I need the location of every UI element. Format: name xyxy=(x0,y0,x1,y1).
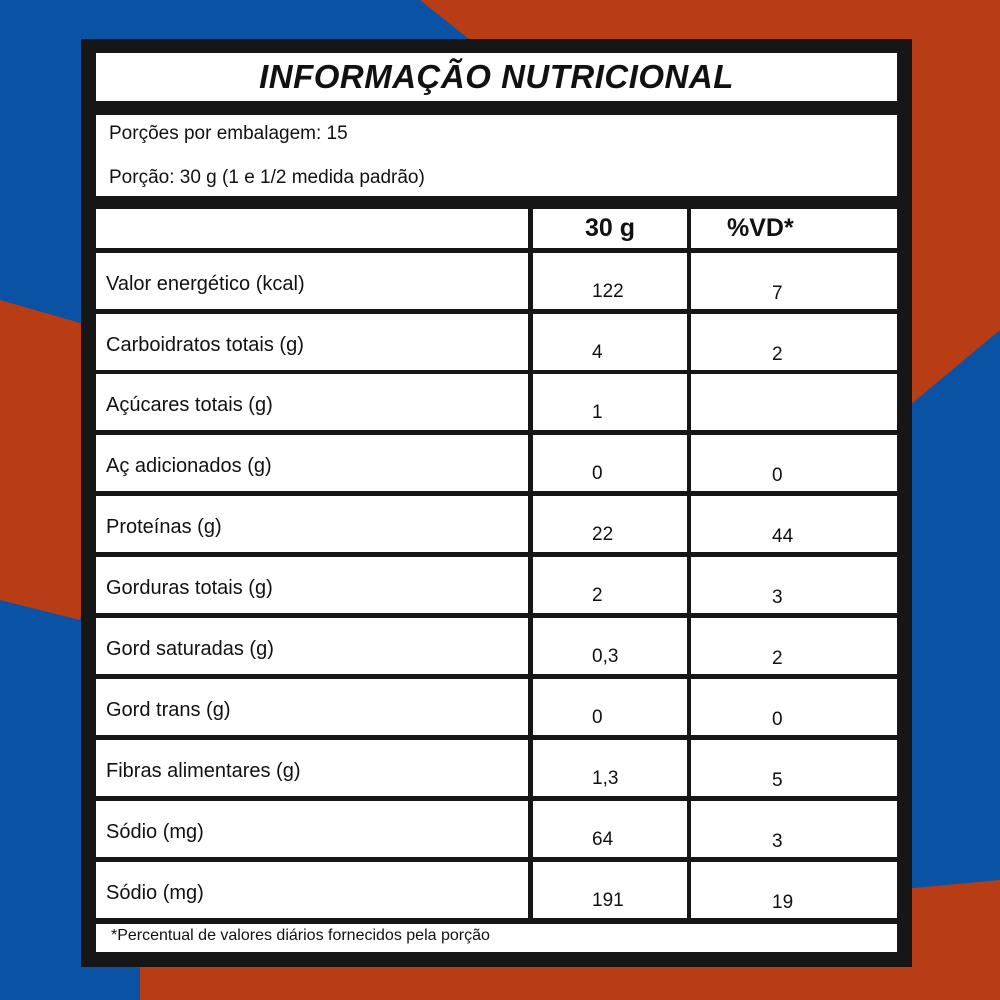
dv-value: 0 xyxy=(772,465,783,486)
amount-cell xyxy=(533,679,687,735)
dv-cell xyxy=(691,253,897,309)
amount-cell xyxy=(533,801,687,857)
nutrient-label: Açúcares totais (g) xyxy=(106,394,273,416)
nutrient-label: Sódio (mg) xyxy=(106,882,204,904)
amount-cell xyxy=(533,557,687,613)
dv-cell xyxy=(691,862,897,918)
dv-value: 44 xyxy=(772,526,794,547)
title-bar xyxy=(96,53,897,101)
amount-cell xyxy=(533,862,687,918)
dv-value: 7 xyxy=(772,283,783,304)
amount-value: 122 xyxy=(592,281,624,302)
nutrient-row-label-cell xyxy=(96,740,528,796)
label-title: INFORMAÇÃO NUTRICIONAL xyxy=(259,58,734,95)
dv-value: 2 xyxy=(772,344,783,365)
nutrient-row-label-cell xyxy=(96,496,528,552)
dv-cell xyxy=(691,618,897,674)
dv-cell xyxy=(691,679,897,735)
amount-value: 191 xyxy=(592,890,624,911)
dv-column-header xyxy=(691,209,897,248)
amount-cell xyxy=(533,435,687,491)
amount-value: 22 xyxy=(592,524,614,545)
nutrient-row-label-cell xyxy=(96,557,528,613)
dv-value: 3 xyxy=(772,831,783,852)
amount-value: 1 xyxy=(592,402,603,423)
nutrient-row-label-cell xyxy=(96,314,528,370)
dv-cell xyxy=(691,435,897,491)
servings-per-package: Porções por embalagem: 15 xyxy=(109,123,348,144)
dv-value: 3 xyxy=(772,587,783,608)
dv-header-label: %VD* xyxy=(727,214,794,242)
nutrient-label: Sódio (mg) xyxy=(106,821,204,843)
amount-cell xyxy=(533,618,687,674)
dv-cell xyxy=(691,557,897,613)
serving-size: Porção: 30 g (1 e 1/2 medida padrão) xyxy=(109,167,425,188)
footnote: *Percentual de valores diários fornecidos pela porção xyxy=(111,927,490,944)
nutrient-label: Proteínas (g) xyxy=(106,516,222,538)
nutrient-row-label-cell xyxy=(96,801,528,857)
dv-value: 5 xyxy=(772,770,783,791)
nutrient-row-label-cell xyxy=(96,253,528,309)
nutrient-label: Gord trans (g) xyxy=(106,699,231,721)
dv-value: 19 xyxy=(772,892,794,913)
amount-value: 4 xyxy=(592,342,603,363)
nutrient-row-label-cell xyxy=(96,435,528,491)
nutrient-label: Carboidratos totais (g) xyxy=(106,334,304,356)
amount-value: 0 xyxy=(592,463,603,484)
header-blank-cell xyxy=(96,209,528,248)
amount-header-label: 30 g xyxy=(584,214,636,242)
nutrient-label: Aç adicionados (g) xyxy=(106,455,272,477)
nutrient-label: Gorduras totais (g) xyxy=(106,577,273,599)
nutrient-row-label-cell xyxy=(96,618,528,674)
nutrient-label: Fibras alimentares (g) xyxy=(106,760,301,782)
dv-value: 2 xyxy=(772,648,783,669)
amount-column-header xyxy=(533,209,687,248)
amount-cell xyxy=(533,496,687,552)
amount-cell xyxy=(533,314,687,370)
nutrient-row-label-cell xyxy=(96,374,528,430)
dv-cell xyxy=(691,374,897,430)
dv-cell xyxy=(691,740,897,796)
nutrient-row-label-cell xyxy=(96,679,528,735)
dv-value: 0 xyxy=(772,709,783,730)
amount-value: 0 xyxy=(592,707,603,728)
amount-cell xyxy=(533,253,687,309)
nutrient-label: Valor energético (kcal) xyxy=(106,273,305,295)
amount-value: 0,3 xyxy=(592,646,619,667)
footnote-box xyxy=(96,924,897,952)
nutrient-label: Gord saturadas (g) xyxy=(106,638,274,660)
amount-cell xyxy=(533,374,687,430)
serving-info-box xyxy=(96,115,897,196)
dv-cell xyxy=(691,801,897,857)
amount-value: 2 xyxy=(592,585,603,606)
dv-cell xyxy=(691,314,897,370)
amount-value: 64 xyxy=(592,829,614,850)
amount-value: 1,3 xyxy=(592,768,619,789)
amount-cell xyxy=(533,740,687,796)
nutrient-row-label-cell xyxy=(96,862,528,918)
dv-cell xyxy=(691,496,897,552)
